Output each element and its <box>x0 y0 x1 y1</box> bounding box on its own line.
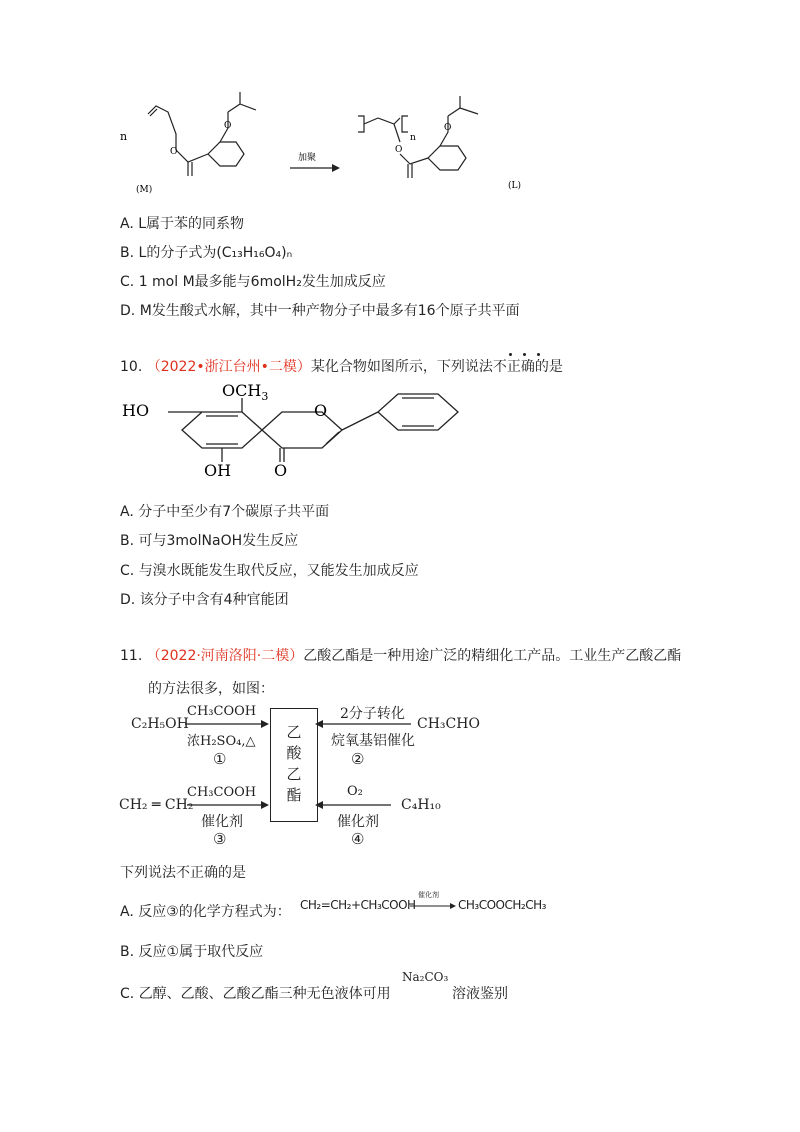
eq-condition: 催化剂 <box>418 891 439 899</box>
box-char: 乙 <box>286 765 302 783</box>
r2-condition-below: 烷氧基铝催化 <box>331 733 415 749</box>
q11-option-c <box>120 985 391 1003</box>
q10-stem <box>120 358 563 376</box>
emphasis-dot <box>523 353 526 356</box>
m-structure <box>148 92 256 176</box>
option-text: 与溴水既能发生取代反应，又能发生加成反应 <box>138 563 419 579</box>
q10-structure-svg <box>118 382 498 478</box>
m-ester-o: O <box>170 147 178 157</box>
option-label: A. <box>120 216 134 232</box>
q10-number: 10. <box>120 359 143 375</box>
emphasis-dot <box>509 353 512 356</box>
q11-stem-line1 <box>120 647 681 665</box>
option-label: B. <box>120 944 135 960</box>
r3-reactant: CH₂ ═ CH₂ <box>119 797 194 813</box>
q10-och3: $OCH_3$ <box>222 382 269 403</box>
q10-carbonyl-o: O <box>274 461 288 478</box>
q11-option-a-equation <box>300 890 560 918</box>
r1-number: ① <box>213 750 227 768</box>
q9-reaction-svg <box>110 92 670 202</box>
q11-number: 11. <box>120 648 143 664</box>
box-char: 乙 <box>286 723 302 741</box>
r3-number: ③ <box>213 830 227 848</box>
option-text: 反应①属于取代反应 <box>138 944 264 960</box>
q10-stem-emph: 不正确 <box>492 359 535 375</box>
option-text: 反应③的化学方程式为： <box>138 904 291 920</box>
r3-condition: 催化剂 <box>201 814 243 830</box>
option-label: D. <box>120 303 136 319</box>
r3-reagent: CH₃COOH <box>187 785 257 800</box>
q9-option-b <box>120 244 292 262</box>
r2-reactant: CH₃CHO <box>417 716 480 732</box>
q9-n-left: n <box>120 130 128 143</box>
q11-reagent: Na₂CO₃ <box>402 970 449 984</box>
q9-option-d <box>120 302 520 320</box>
r4-reagent: O₂ <box>347 784 363 799</box>
box-char: 酯 <box>286 786 302 804</box>
q10-ho: HO <box>122 401 150 420</box>
option-text: 分子中至少有7个碳原子共平面 <box>138 504 330 520</box>
option-text: 乙醇、乙酸、乙酸乙酯三种无色液体可用 <box>138 986 391 1002</box>
q10-option-c <box>120 562 419 580</box>
q11-question: 下列说法不正确的是 <box>120 865 246 881</box>
q10-structure-figure <box>118 382 498 478</box>
m-phenol-o: O <box>224 121 232 131</box>
r2-condition-above: 2分子转化 <box>340 706 405 722</box>
q9-option-c <box>120 273 386 291</box>
eq-product: CH₃COOCH₂CH₃ <box>458 898 546 912</box>
r4-reactant: C₄H₁₀ <box>401 797 441 813</box>
r2-number: ② <box>351 750 365 768</box>
q11-option-b <box>120 943 263 961</box>
l-phenol-o: O <box>444 123 452 133</box>
q11-stem-text: 乙酸乙酯是一种用途广泛的精细化工产品。工业生产乙酸乙酯 <box>303 648 682 664</box>
option-text: 1 mol M最多能与6molH₂发生加成反应 <box>138 274 386 290</box>
option-label: C. <box>120 563 135 579</box>
option-text: M发生酸式水解，其中一种产物分子中最多有16个原子共平面 <box>139 303 520 319</box>
option-label: B. <box>120 533 135 549</box>
option-label: C. <box>120 274 135 290</box>
q11-option-c-tail: 溶液鉴别 <box>452 986 508 1002</box>
box-char: 酸 <box>286 744 302 762</box>
r1-condition: 浓H₂SO₄,△ <box>187 734 256 749</box>
q11-option-a <box>120 903 291 921</box>
q11-stem-line2: 的方法很多，如图： <box>148 681 274 697</box>
r1-reagent: CH₃COOH <box>187 704 257 719</box>
q10-source: （2022•浙江台州•二模） <box>146 359 311 375</box>
option-text: L的分子式为(C₁₃H₁₆O₄)ₙ <box>138 245 293 261</box>
q9-n-right: n <box>410 133 416 143</box>
q11-scheme <box>115 700 515 850</box>
q9-arrow-label: 加聚 <box>298 153 317 163</box>
q11-source: （2022·河南洛阳·二模） <box>146 648 304 664</box>
option-label: A. <box>120 904 134 920</box>
eq-reactants: CH₂=CH₂+CH₃COOH <box>300 898 416 912</box>
option-label: C. <box>120 986 135 1002</box>
r1-reactant: C₂H₅OH <box>131 716 189 732</box>
q10-ring-o: O <box>314 401 328 420</box>
q9-option-a <box>120 215 244 233</box>
q10-option-b <box>120 532 298 550</box>
option-label: D. <box>120 592 136 608</box>
option-text: L属于苯的同系物 <box>138 216 245 232</box>
l-structure <box>358 96 478 178</box>
q10-stem-before: 某化合物如图所示，下列说法 <box>310 359 493 375</box>
eq-arrow <box>410 902 456 910</box>
emphasis-dot <box>537 353 540 356</box>
q9-label-m: (M) <box>136 185 153 195</box>
q9-label-l: (L) <box>508 181 521 191</box>
l-ester-o: O <box>395 145 403 155</box>
option-label: B. <box>120 245 135 261</box>
q10-oh: OH <box>204 461 232 478</box>
q10-stem-after: 的是 <box>534 359 563 375</box>
option-text: 该分子中含有4种官能团 <box>139 592 289 608</box>
r4-number: ④ <box>351 830 365 848</box>
option-label: A. <box>120 504 134 520</box>
q9-reaction-figure <box>110 92 670 202</box>
r4-condition: 催化剂 <box>337 814 379 830</box>
q10-option-d <box>120 591 289 609</box>
option-text: 可与3molNaOH发生反应 <box>138 533 299 549</box>
q10-option-a <box>120 503 329 521</box>
